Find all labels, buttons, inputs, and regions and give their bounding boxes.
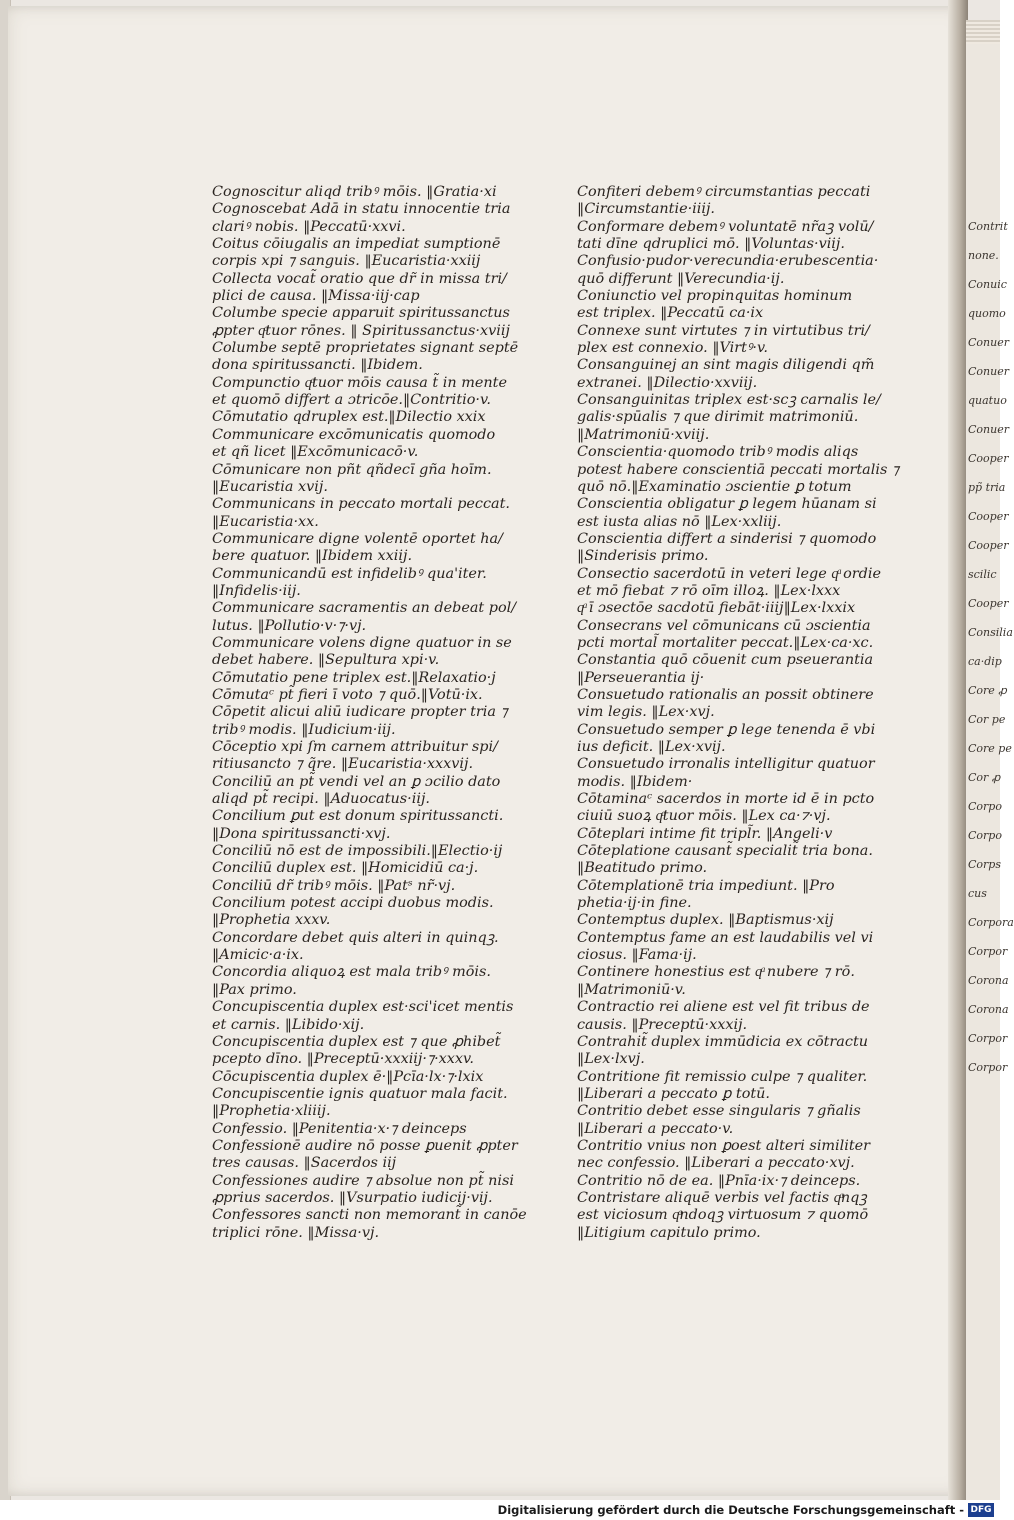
next-page-fragment: cus [968,887,987,900]
text-line: ‖Sinderisis primo. [577,548,709,565]
text-line: aliqd pt̃ recipi. ‖Aduocatus·iij. [212,791,430,808]
text-line: vim legis. ‖Lex·xvj. [577,704,715,721]
next-page-fragment: Corpor [968,945,1008,958]
text-line: Consuetudo irronalis intelligitur quatuor [577,756,875,773]
text-line: Consanguinej an sint magis diligendi qm̃ [577,357,875,374]
text-line: ‖Amicic·a·ix. [212,947,304,964]
text-line: pcepto dīno. ‖Preceptū·xxxiij·⁊·xxxv. [212,1051,475,1068]
text-line: Cognoscitur aliqd tribꝰ mōis. ‖Gratia·xi [212,184,497,200]
text-line: ‖Prophetia·xliiij. [212,1103,331,1120]
text-line: ꝓpter qͣtuor rōnes. ‖ Spiritussanctus·xviij [212,322,510,339]
text-line: Collecta vocat̃ oratio que dr̃ in missa tri/ [212,270,507,287]
text-line: Contritio vnius non ꝑoest alteri similiter [577,1137,871,1154]
text-line: Cōteplari intime fit tripl̃r. ‖Angeli·v [577,825,833,842]
text-line: ritiusancto ⁊ q̃re. ‖Eucaristia·xxxvij. [212,756,474,773]
text-line: corpis xpi ⁊ sanguis. ‖Eucaristia·xxiij [212,253,481,270]
book-gutter [948,0,968,1500]
text-line: Concilium ꝑut est donum spiritussancti. [212,808,504,825]
next-page-edge [966,20,1014,1500]
text-line: Contrahit̃ duplex immūdicia ex cōtractu [577,1033,868,1050]
next-page-fragment: Corpor [968,1061,1008,1074]
text-line: ‖Liberari a peccato ꝑ totū. [577,1085,770,1102]
text-line: Consectio sacerdotū in veteri lege qͣ ordie [577,565,881,582]
next-page-fragment: scilic [968,568,997,581]
text-line: Conscientia·quomodo tribꝰ modis aliqs [577,444,859,461]
next-page-fragment: none. [968,249,999,262]
text-line: est triplex. ‖Peccatū ca·ix [577,305,764,322]
next-page-fragment: Core pe [968,742,1012,755]
next-page-fragment: Conuer [968,365,1009,378]
next-page-fragment: Conuer [968,336,1009,349]
text-line: galis·spūalis ⁊ que dirimit matrimoniū. [577,409,859,426]
text-line: Concupiscentia duplex est·sci'icet mentis [212,999,514,1016]
text-line: Concupiscentie ignis quatuor mala facit. [212,1085,508,1102]
text-line: potest habere conscientiā peccati mortalis ⁊ [577,461,900,478]
next-page-fragment: Cooper [968,510,1009,523]
next-page-fragment: Cooper [968,539,1009,552]
text-line: Connexe sunt virtutes ⁊ in virtutibus tri/ [577,322,870,339]
text-line: plex est connexio. ‖Virtꝰ·v. [577,340,769,357]
right-text-column [577,184,900,1242]
text-line: lutus. ‖Pollutio·v·⁊·vj. [212,617,367,634]
text-line: Cōtaminaᶜ sacerdos in morte id ē in pcto [577,791,875,808]
text-line: est viciosum qͣndoqꝫ virtuosum ⁊ quomō [577,1207,869,1224]
text-line: Coniunctio vel propinquitas hominum [577,288,853,305]
page-stack [966,20,1000,44]
text-line: Communicare excōmunicatis quomodo [212,426,496,443]
text-line: Conciliū duplex est. ‖Homicidiū ca·j. [212,860,479,877]
text-line: dona spiritussancti. ‖Ibidem. [212,357,423,374]
text-line: Coitus cōiugalis an impediat sumptionē [212,236,501,253]
text-line: ꝓprius sacerdos. ‖Vsurpatio iudicij·vij. [212,1189,493,1206]
text-line: pcti mortal̃ mortaliter peccat.‖Lex·ca·xc. [577,634,874,651]
text-line: Consuetudo semper ꝑ lege tenenda ē vbi [577,721,876,738]
funding-notice: Digitalisierung gefördert durch die Deutsche Forschungsgemeinschaft - [497,1503,964,1517]
text-line: Conciliū dr̃ tribꝰ mōis. ‖Patˢ nr̃·vj. [212,877,456,894]
text-line: Cōmunicare non pñt qñdecī gña hoīm. [212,461,492,478]
text-line: Communicandū est infidelibꝰ qua'iter. [212,565,487,582]
text-line: Contritio nō de ea. ‖Pnīa·ix·⁊ deinceps. [577,1172,861,1189]
text-line: Conciliū nō est de impossibili.‖Electio·ij [212,843,503,860]
text-line: tres causas. ‖Sacerdos iij [212,1155,397,1172]
next-page-fragment: Cooper [968,452,1009,465]
text-line: ‖Lex·lxvj. [577,1051,645,1068]
text-line: Cōpetit alicui aliū iudicare propter tria ⁊ [212,704,508,721]
text-line: Concupiscentia duplex est ⁊ que ꝓhibet̃ [212,1033,501,1050]
text-line: ‖Perseuerantia ij· [577,669,705,686]
text-line: ‖Eucaristia·xx. [212,513,319,530]
text-line: clariꝰ nobis. ‖Peccatū·xxvi. [212,218,406,235]
next-page-fragment: Cor pe [968,713,1006,726]
text-line: et carnis. ‖Libido·xij. [212,1016,365,1033]
text-line: Constantia quō cōuenit cum pseuerantia [577,652,874,669]
next-page-fragment: Cor ꝓ [968,771,1001,784]
text-line: Contritio debet esse singularis ⁊ gñalis [577,1103,861,1120]
text-line: Cōmutaᶜ pt̃ fieri ī voto ⁊ quō.‖Votū·ix. [212,686,483,703]
text-line: ciuiū suoꝝ qͣtuor mōis. ‖Lex ca·⁊·vj. [577,808,831,825]
text-line: Confiteri debemꝰ circumstantias peccati [577,184,871,200]
text-line: ‖Liberari a peccato·v. [577,1120,734,1137]
text-line: Confessiones audire ⁊ absolue non pt̃ nisi [212,1172,514,1189]
text-line: tribꝰ modis. ‖Iudicium·iij. [212,721,396,738]
text-line: debet habere. ‖Sepultura xpi·v. [212,652,440,669]
text-line: et qñ licet ‖Excōmunicacō·v. [212,444,419,461]
text-line: Conscientia obligatur ꝑ legem hūanam si [577,496,877,513]
text-line: Conformare debemꝰ voluntatē nr̃aꝫ volū/ [577,218,874,235]
next-page-fragment: pp̃ tria [968,481,1006,494]
text-line: Communicare volens digne quatuor in se [212,634,512,651]
text-line: plici de causa. ‖Missa·iij·cap [212,288,420,305]
text-line: Conciliū an pt̃ vendi vel an ꝑ ɔcilio dato [212,773,501,790]
text-line: Cōcupiscentia duplex ē·‖Pcīa·lx·⁊·lxix [212,1068,484,1085]
text-line: quō nō.‖Examinatio ɔscientie ꝑ totum [577,478,852,495]
text-line: nec confessio. ‖Liberari a peccato·xvj. [577,1155,855,1172]
text-line: Confessores sancti non memorant̃ in canōe [212,1207,527,1224]
next-page-fragment: Corpora [968,916,1014,929]
text-line: Cōtemplationē tria impediunt. ‖Pro [577,877,835,894]
text-line: Cognoscebat Adā in statu innocentie tria [212,201,511,218]
text-line: Cōteplatione causant̃ specialit̃ tria bona. [577,843,873,860]
text-line: ‖Matrimoniū·v. [577,981,686,998]
text-line: ‖Beatitudo primo. [577,860,708,877]
next-page-fragment: Corpo [968,829,1002,842]
text-line: ‖Infidelis·iij. [212,582,301,599]
next-page-fragment: quomo [968,307,1006,320]
text-line: modis. ‖Ibidem· [577,773,693,790]
text-line: Confusio·pudor·verecundia·erubescentia· [577,253,879,270]
text-line: Contristare aliquē verbis vel factis qͣnqꝫ [577,1189,867,1206]
text-line: phetia·ij·in fine. [577,895,692,912]
text-line: ‖Eucaristia xvij. [212,478,328,495]
text-line: Communicans in peccato mortali peccat. [212,496,510,513]
text-line: ‖Pax primo. [212,981,297,998]
next-page-fragment: Corps [968,858,1001,871]
text-line: Contemptus fame an est laudabilis vel vi [577,929,874,946]
text-line: est iusta alias nō ‖Lex·xxliij. [577,513,782,530]
text-line: ius deficit. ‖Lex·xvij. [577,739,726,755]
text-line: causis. ‖Preceptū·xxxij. [577,1016,748,1033]
text-line: ‖Litigium capitulo primo. [577,1224,761,1241]
footer-bar [0,1500,1000,1520]
left-text-column [212,184,527,1242]
next-page-fragment: Corona [968,974,1009,987]
text-line: ‖Prophetia xxxv. [212,912,331,929]
next-page-fragment: ca·dip [968,655,1002,668]
text-line: ciosus. ‖Fama·ij. [577,947,697,964]
next-page-fragment: Corpo [968,800,1002,813]
next-page-fragment: Conuer [968,423,1009,436]
text-line: Consanguinitas triplex est·scꝫ carnalis le/ [577,392,881,409]
text-line: ‖Circumstantie·iiij. [577,201,715,218]
text-line: Contemptus duplex. ‖Baptismus·xij [577,912,834,929]
next-page-fragment: Cooper [968,597,1009,610]
dfg-logo: DFG [968,1503,994,1517]
text-line: Confessio. ‖Penitentia·x·⁊ deinceps [212,1120,467,1137]
next-page-fragment: Consilia [968,626,1013,639]
text-line: Compunctio qͣtuor mōis causa t̃ in mente [212,374,507,391]
text-line: Concordare debet quis alteri in quinqꝫ. [212,929,499,946]
text-line: Concilium potest accipi duobus modis. [212,895,494,912]
next-page-fragment: Corpor [968,1032,1008,1045]
text-line: triplici rōne. ‖Missa·vj. [212,1224,380,1241]
text-line: Continere honestius est qͣ nubere ⁊ rō. [577,964,855,981]
text-line: ‖Matrimoniū·xviij. [577,426,710,443]
text-line: Consecrans vel cōmunicans cū ɔscientia [577,617,871,634]
text-line: Cōmutatio qdruplex est.‖Dilectio xxix [212,409,486,426]
text-line: Confessionē audire nō posse ꝑuenit ꝓpter [212,1137,518,1154]
next-page-fragment: Core ꝓ [968,684,1007,697]
text-line: Consuetudo rationalis an possit obtinere [577,686,874,703]
text-line: et mō fiebat ⁊ rō oīm illoꝝ. ‖Lex·lxxx [577,582,841,599]
text-line: bere quatuor. ‖Ibidem xxiij. [212,548,413,565]
text-line: Cōceptio xpi ſm carnem attribuitur spi/ [212,739,498,755]
text-line: Columbe specie apparuit spiritussanctus [212,305,510,322]
text-line: qͣ ī ɔsectōe sacdotū fiebāt·iiij‖Lex·lxxix [577,600,856,617]
text-line: ‖Dona spiritussancti·xvj. [212,825,391,842]
text-line: Contractio rei aliene est vel fit tribus de [577,999,870,1016]
text-line: tati dīne qdruplici mō. ‖Voluntas·viij. [577,236,845,253]
text-line: et quomō differt a ɔtricōe.‖Contritio·v. [212,392,491,409]
text-line: Concordia aliquoꝝ est mala tribꝰ mōis. [212,964,491,981]
text-line: Conscientia differt a sinderisi ⁊ quomodo [577,530,877,547]
next-page-fragment: quatuo [968,394,1007,407]
text-line: Communicare digne volentē oportet ha/ [212,530,503,547]
text-line: Columbe septē proprietates signant septē [212,340,519,357]
next-page-fragment: Contrit [968,220,1008,233]
next-page-fragment: Corona [968,1003,1009,1016]
text-line: Cōmutatio pene triplex est.‖Relaxatio·j [212,669,496,686]
next-page-fragment: Conuic [968,278,1007,291]
text-line: extranei. ‖Dilectio·xxviij. [577,374,758,391]
text-line: quō differunt ‖Verecundia·ij. [577,270,785,287]
text-line: Contritione fit remissio culpe ⁊ qualiter. [577,1068,868,1085]
text-line: Communicare sacramentis an debeat pol/ [212,600,517,617]
